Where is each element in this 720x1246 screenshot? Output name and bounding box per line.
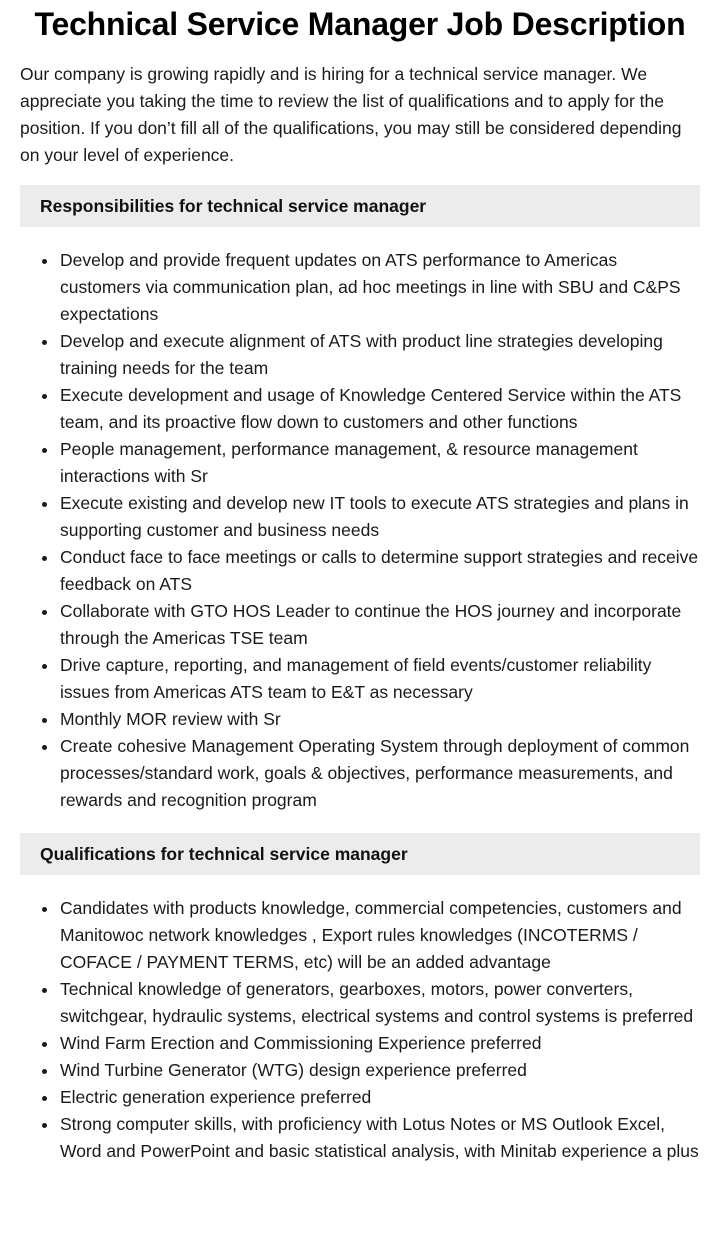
responsibilities-heading: Responsibilities for technical service manager bbox=[20, 185, 700, 227]
list-item: Conduct face to face meetings or calls to determine support strategies and receive feedback on ATS bbox=[60, 544, 700, 598]
responsibilities-list bbox=[20, 247, 700, 814]
list-item: Strong computer skills, with proficiency with Lotus Notes or MS Outlook Excel, Word and PowerPoint and basic statistical analysis, with Minitab experience a plus bbox=[60, 1111, 700, 1165]
list-item: Monthly MOR review with Sr bbox=[60, 706, 700, 733]
list-item: Develop and execute alignment of ATS with product line strategies developing training needs for the team bbox=[60, 328, 700, 382]
list-item: Candidates with products knowledge, commercial competencies, customers and Manitowoc network knowledges , Export rules knowledges (INCOTERMS / COFACE / PAYMENT TERMS, etc) will be an added advantage bbox=[60, 895, 700, 976]
list-item: Wind Farm Erection and Commissioning Experience preferred bbox=[60, 1030, 700, 1057]
list-item: Drive capture, reporting, and management of field events/customer reliability issues from Americas ATS team to E&T as necessary bbox=[60, 652, 700, 706]
list-item: Technical knowledge of generators, gearboxes, motors, power converters, switchgear, hydraulic systems, electrical systems and control systems is preferred bbox=[60, 976, 700, 1030]
list-item: Execute existing and develop new IT tools to execute ATS strategies and plans in supporting customer and business needs bbox=[60, 490, 700, 544]
list-item: Develop and provide frequent updates on ATS performance to Americas customers via communication plan, ad hoc meetings in line with SBU and C&PS expectations bbox=[60, 247, 700, 328]
qualifications-heading: Qualifications for technical service manager bbox=[20, 833, 700, 875]
list-item: Execute development and usage of Knowledge Centered Service within the ATS team, and its proactive flow down to customers and other functions bbox=[60, 382, 700, 436]
list-item: Create cohesive Management Operating System through deployment of common processes/standard work, goals & objectives, performance measurements, and rewards and recognition program bbox=[60, 733, 700, 814]
list-item: Electric generation experience preferred bbox=[60, 1084, 700, 1111]
intro-paragraph: Our company is growing rapidly and is hiring for a technical service manager. We appreciate you taking the time to review the list of qualifications and to apply for the position. If you don’t fill all of the qualifications, you may still be considered depending on your level of experience. bbox=[20, 64, 682, 165]
list-item: Wind Turbine Generator (WTG) design experience preferred bbox=[60, 1057, 700, 1084]
list-item: People management, performance management, & resource management interactions with Sr bbox=[60, 436, 700, 490]
qualifications-list bbox=[20, 895, 700, 1165]
list-item: Collaborate with GTO HOS Leader to continue the HOS journey and incorporate through the Americas TSE team bbox=[60, 598, 700, 652]
page-title: Technical Service Manager Job Description bbox=[34, 6, 686, 42]
